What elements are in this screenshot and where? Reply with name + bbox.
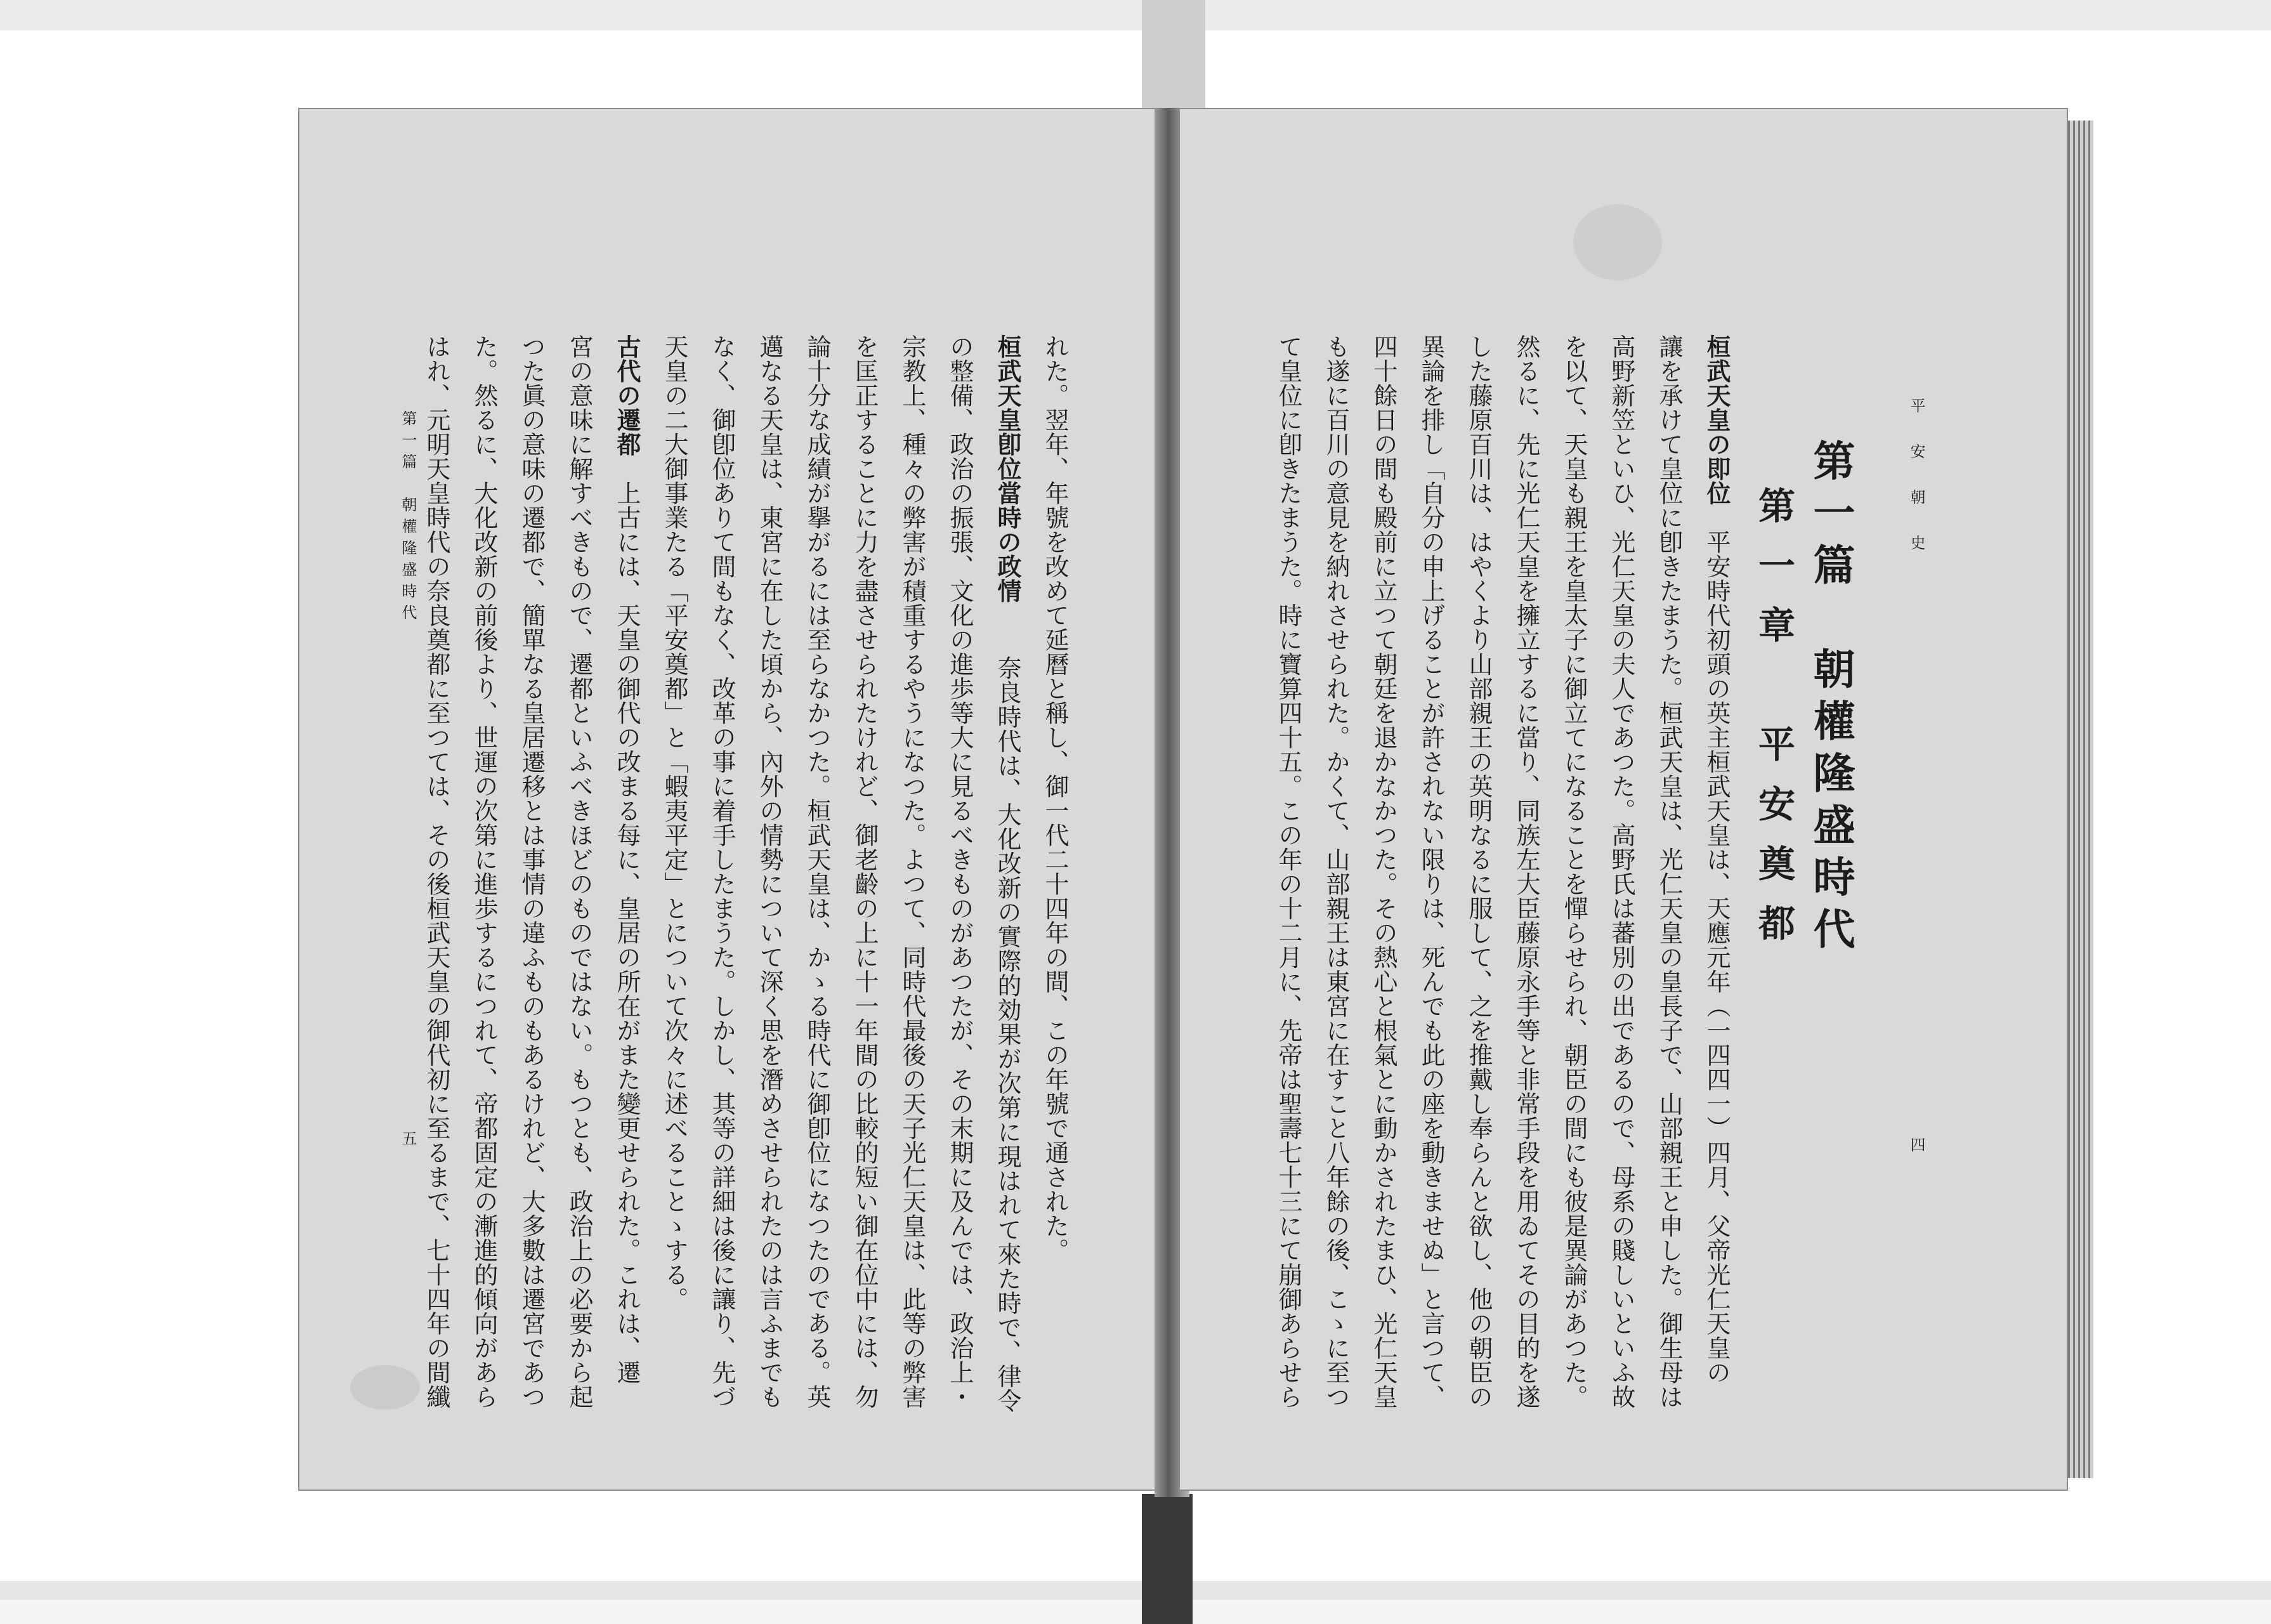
chapter-title: 第一章 平安奠都 (1752, 487, 1795, 964)
left-page-number: 五 (399, 1130, 417, 1146)
scan-top-band (0, 0, 2271, 30)
left-line-2 (988, 334, 1027, 1413)
running-head: 平 安 朝 史 (1908, 398, 1925, 556)
left-line-4: 宗教上、種々の弊害が積重するやうになつた。よつて、同時代最後の天子光仁天皇は、此等の弊害 (898, 334, 926, 1409)
page-edges (2068, 121, 2093, 1478)
section-heading-enthronement: 桓武天皇の即位 (1703, 334, 1731, 506)
section-heading-ancient-capitals-inline: 古代の遷都 (613, 334, 641, 457)
right-line-1 (1697, 334, 1736, 1385)
scan-top-bar (1142, 0, 1205, 111)
right-page (1180, 108, 2068, 1491)
running-foot: 第一篇 朝權隆盛時代 (399, 410, 417, 626)
left-line-12: つた眞の意味の遷都で、簡單なる皇居遷移とは事情の違ふものもあるけれど、大多數は遷宮であつ (518, 334, 546, 1409)
right-line-8: 四十餘日の間も殿前に立つて朝廷を退かなかつた。その熱心と根氣とに動かされたまひ、光仁天皇 (1370, 334, 1397, 1409)
page-stain (1573, 204, 1662, 280)
left-line-13: た。然るに、大化改新の前後より、世運の次第に進歩するにつれて、帝都固定の漸進的傾向があら (470, 334, 498, 1409)
left-page (298, 108, 1164, 1491)
right-line-2: 讓を承けて皇位に卽きたまうた。桓武天皇は、光仁天皇の皇長子で、山部親王と申した。御生母は (1655, 334, 1683, 1409)
left-line-5: を匡正することに力を盡させられたけれど、御老齡の上に十一年間の比較的短い御在位中には、勿 (851, 334, 879, 1409)
left-line-6: 論十分な成績が擧がるには至らなかつた。桓武天皇は、かゝる時代に御卽位になつたのである。英 (803, 334, 831, 1409)
left-line-3: の整備、政治の振張、文化の進歩等大に見るべきものがあつたが、その末期に及んでは、政治上・ (946, 334, 974, 1409)
right-line-5: 然るに、先に光仁天皇を擁立するに當り、同族左大臣藤原永手等と非常手段を用ゐてその目的を遂 (1512, 334, 1540, 1409)
scan-bottom-band (0, 1581, 2271, 1600)
left-line-9: 天皇の二大御事業たる「平安奠都」と「蝦夷平定」とについて次々に述べることゝする。 (660, 334, 688, 1311)
right-line-7: 異論を排し「自分の申上げることが許されない限りは、死んでも此の座を動きませぬ」と言つて、 (1417, 334, 1445, 1409)
left-line-10 (607, 334, 646, 1385)
page-stain (350, 1365, 420, 1410)
section-heading-political-situation: 桓武天皇卽位當時の政情 (993, 334, 1022, 603)
open-book (298, 108, 2093, 1500)
right-page-number: 四 (1908, 1137, 1925, 1153)
left-line-10-text: 上古には、天皇の御代の改まる每に、皇居の所在がまた變更せられた。これは、遷 (613, 456, 641, 1385)
left-line-11: 宮の意味に解すべきもので、遷都といふべきほどのものではない。もつとも、政治上の必要から起 (565, 334, 593, 1409)
right-line-1-text: 平安時代初頭の英主桓武天皇は、天應元年（一四四一）四月、父帝光仁天皇の (1703, 530, 1731, 1385)
right-line-9: も遂に百川の意見を納れさせられた。かくて、山部親王は東宮に在すこと八年餘の後、こゝに至つ (1322, 334, 1350, 1409)
left-line-14: はれ、元明天皇時代の奈良奠都に至つては、その後桓武天皇の御代初に至るまで、七十四年の間纖 (422, 334, 450, 1409)
right-line-10: て皇位に卽きたまうた。時に寶算四十五。この年の十二月に、先帝は聖壽七十三にて崩御あらせら (1274, 334, 1302, 1409)
left-line-7: 邁なる天皇は、東宮に在した頃から、內外の情勢について深く思を潛めさせられたのは言ふまでも (756, 334, 783, 1409)
left-line-1: れた。翌年、年號を改めて延曆と稱し、御一代二十四年の間、この年號で通された。 (1041, 334, 1069, 1262)
scan-bottom-band-light (0, 1600, 2271, 1624)
scan-bottom-bar (1142, 1494, 1193, 1624)
part-title: 第一篇 朝權隆盛時代 (1806, 439, 1855, 959)
left-line-2-text: 奈良時代は、大化改新の實際的効果が次第に現はれて來た時で、律令 (993, 631, 1021, 1413)
right-line-4: を以て、天皇も親王を皇太子に御立てになることを憚らせられ、朝臣の間にも彼是異論があつた。 (1560, 334, 1588, 1409)
right-line-6: した藤原百川は、はやくより山部親王の英明なるに服して、之を推戴し奉らんと欲し、他の朝臣の (1465, 334, 1493, 1409)
right-line-3: 高野新笠といひ、光仁天皇の夫人であつた。高野氏は蕃別の出であるので、母系の賤しいといふ故 (1607, 334, 1635, 1409)
left-line-8: なく、御卽位ありて間もなく、改革の事に着手したまうた。しかし、其等の詳細は後に讓り、先づ (708, 334, 736, 1409)
